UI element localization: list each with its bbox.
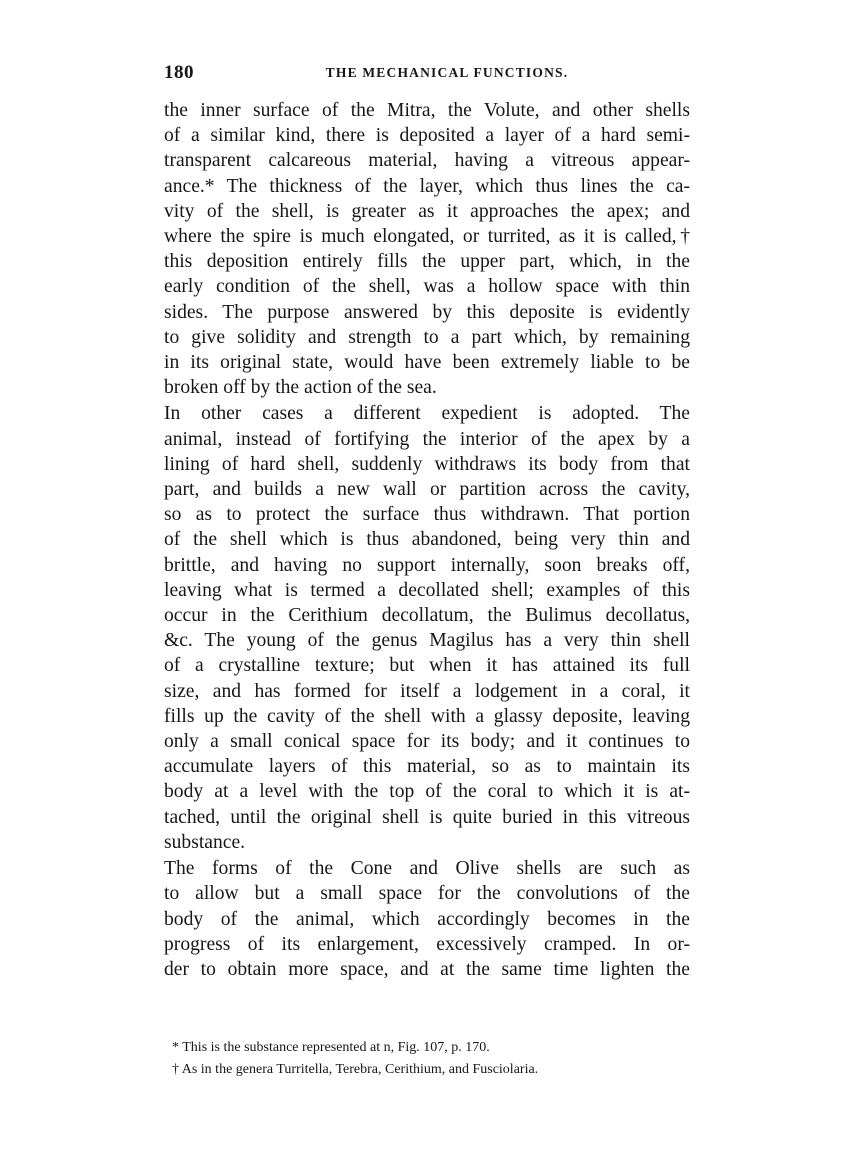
text-line: substance. [164,831,246,853]
text-line: this deposition entirely fills the upper part, which, in the [164,251,690,273]
text-line: leaving what is termed a decollated shell; examples of this [164,579,690,601]
text-line: vity of the shell, is greater as it approaches the apex; and [164,200,690,222]
paragraph-2 [164,401,690,855]
text-line: The forms of the Cone and Olive shells are such as [164,858,690,880]
text-line: body of the animal, which accordingly becomes in the [164,908,690,930]
footnote-1: * This is the substance represented at n, Fig. 107, p. 170. [172,1040,490,1055]
text-line: brittle, and having no support internally, soon breaks off, [164,554,690,576]
page-header [164,62,690,86]
text-line: occur in the Cerithium decollatum, the Bulimus decollatus, [164,605,690,627]
text-line: to give solidity and strength to a part which, by remaining [164,326,690,348]
text-line: der to obtain more space, and at the same time lighten the [164,958,690,980]
text-line: fills up the cavity of the shell with a glassy deposite, leaving [164,705,690,727]
text-line: in its original state, would have been extremely liable to be [164,352,690,374]
text-line: broken off by the action of the sea. [164,377,437,399]
text-line: so as to protect the surface thus withdrawn. That portion [164,504,690,526]
text-line: the inner surface of the Mitra, the Volute, and other shells [164,100,690,121]
text-line: early condition of the shell, was a hollow space with thin [164,276,690,298]
body-text [164,98,690,982]
paragraph-1 [164,98,690,400]
text-line: &c. The young of the genus Magilus has a very thin shell [164,630,690,652]
text-line: size, and has formed for itself a lodgement in a coral, it [164,680,690,702]
text-line: tached, until the original shell is quite buried in this vitreous [164,806,690,828]
text-line: lining of hard shell, suddenly withdraws its body from that [164,453,690,475]
text-line: progress of its enlargement, excessively cramped. In or- [164,933,690,955]
text-line: of the shell which is thus abandoned, being very thin and [164,529,690,551]
text-line: In other cases a different expedient is adopted. The [164,403,690,425]
paragraph-3 [164,856,690,982]
text-line: ance.* The thickness of the layer, which thus lines the ca- [164,175,690,197]
text-line: part, and builds a new wall or partition across the cavity, [164,479,690,501]
text-line: transparent calcareous material, having a vitreous appear- [164,150,690,172]
text-line: of a similar kind, there is deposited a layer of a hard semi- [164,125,690,147]
footnote-2: † As in the genera Turritella, Terebra, Cerithium, and Fusciolaria. [172,1062,539,1077]
text-line: only a small conical space for its body; and it continues to [164,731,690,753]
page-number: 180 [164,62,194,83]
text-line: body at a level with the top of the coral to which it is at- [164,781,690,803]
text-line: where the spire is much elongated, or turrited, as it is called,† [164,226,690,248]
text-line: of a crystalline texture; but when it has attained its full [164,655,690,677]
text-line: accumulate layers of this material, so as to maintain its [164,756,690,778]
running-title: THE MECHANICAL FUNCTIONS. [325,65,569,80]
text-line: to allow but a small space for the convolutions of the [164,883,690,905]
text-line: animal, instead of fortifying the interior of the apex by a [164,428,690,450]
text-line: sides. The purpose answered by this deposite is evidently [164,301,690,323]
footnotes [172,1037,692,1081]
